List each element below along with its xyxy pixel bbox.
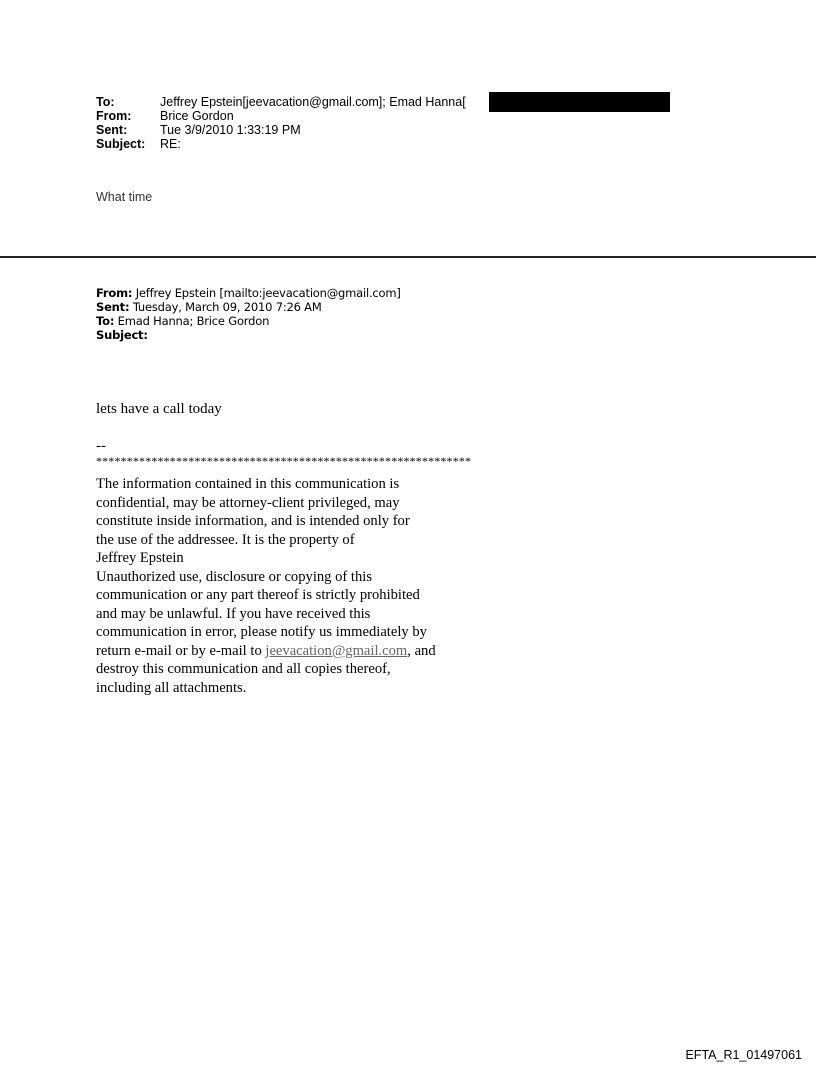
quoted-from-label: From: <box>96 286 133 300</box>
signature-stars: ************************************************************* <box>96 454 472 468</box>
from-label: From: <box>96 109 132 123</box>
quoted-sent-value: Tuesday, March 09, 2010 7:26 AM <box>129 300 322 314</box>
disclaimer-line: communication or any part thereof is strictly prohibited <box>96 587 420 603</box>
disclaimer-line: Unauthorized use, disclosure or copying of this <box>96 568 373 585</box>
disclaimer <box>96 475 516 697</box>
from-value: Brice Gordon <box>160 109 234 123</box>
disclaimer-line10-prefix: return e-mail or by e-mail to <box>96 642 266 659</box>
reply-body: What time <box>96 190 153 204</box>
quoted-to-row <box>96 314 401 328</box>
sent-value: Tue 3/9/2010 1:33:19 PM <box>160 123 301 137</box>
redaction-block <box>489 92 670 112</box>
quoted-from-row <box>96 286 401 300</box>
to-label: To: <box>96 95 115 109</box>
header-to-row <box>96 95 466 109</box>
disclaimer-line: constitute inside information, and is intended only for <box>96 513 410 529</box>
message-divider <box>0 256 816 258</box>
document-id: EFTA_R1_01497061 <box>685 1048 802 1062</box>
email-link[interactable]: jeevacation@gmail.com <box>265 642 408 659</box>
disclaimer-line: The information contained in this communication is <box>96 476 400 492</box>
quoted-subject-label: Subject: <box>96 328 148 342</box>
header-sent-row <box>96 123 466 137</box>
disclaimer-line: Jeffrey Epstein <box>96 550 184 566</box>
disclaimer-line: destroy this communication and all copies thereof, <box>96 661 391 677</box>
disclaimer-line10-suffix: , and <box>407 642 436 659</box>
subject-label: Subject: <box>96 137 146 151</box>
disclaimer-line: confidential, may be attorney-client privileged, may <box>96 494 400 511</box>
disclaimer-line: including all attachments. <box>96 679 247 696</box>
disclaimer-line: the use of the addressee. It is the property of <box>96 531 355 548</box>
quoted-sent-label: Sent: <box>96 300 130 314</box>
disclaimer-line: communication in error, please notify us immediately by <box>96 624 427 640</box>
header-subject-row <box>96 137 466 151</box>
quoted-to-label: To: <box>96 314 115 328</box>
signature-dash: -- <box>96 438 106 454</box>
sent-label: Sent: <box>96 123 128 137</box>
quoted-subject-row <box>96 328 401 342</box>
quoted-sent-row <box>96 300 401 314</box>
subject-value: RE: <box>160 137 181 151</box>
disclaimer-line: and may be unlawful. If you have received this <box>96 605 371 622</box>
disclaimer-line-with-link <box>96 642 516 661</box>
quoted-from-value: Jeffrey Epstein [mailto:jeevacation@gmail.com] <box>132 286 401 300</box>
quoted-to-value: Emad Hanna; Brice Gordon <box>114 314 270 328</box>
to-value: Jeffrey Epstein[jeevacation@gmail.com]; Emad Hanna[ <box>160 95 466 109</box>
quoted-header <box>96 286 401 342</box>
quoted-body: lets have a call today <box>96 401 222 417</box>
header-from-row <box>96 109 466 123</box>
email-header <box>96 95 466 151</box>
